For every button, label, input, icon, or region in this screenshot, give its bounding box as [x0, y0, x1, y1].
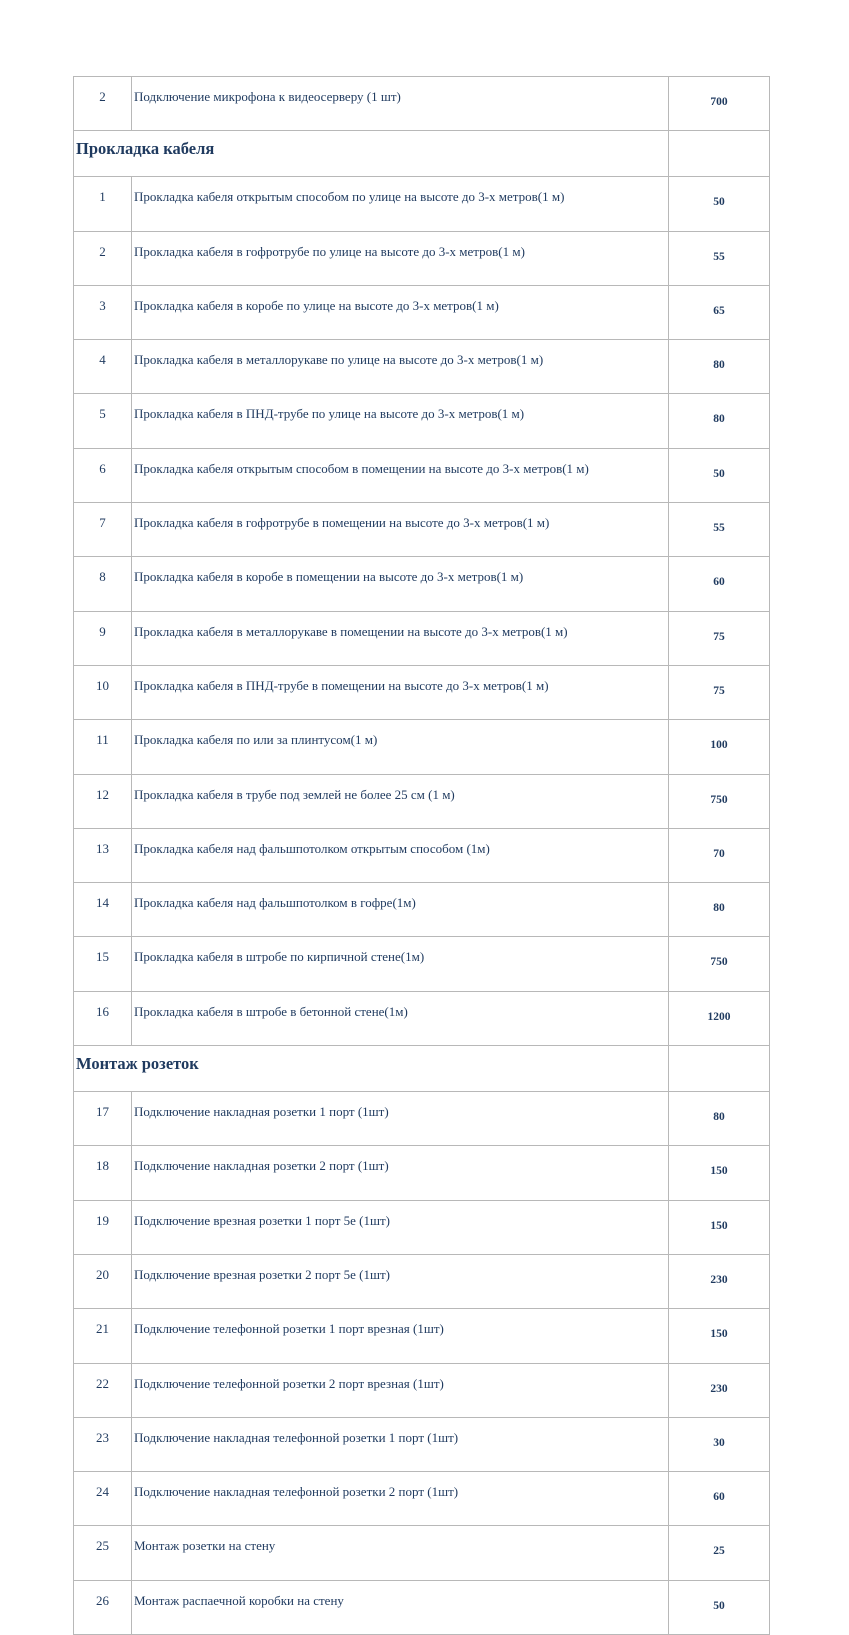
row-number: 2: [74, 77, 132, 131]
service-description: Монтаж розетки на стену: [132, 1526, 669, 1580]
service-price: 25: [669, 1526, 770, 1580]
service-description: Подключение накладная телефонной розетки 1 порт (1шт): [132, 1417, 669, 1471]
row-number: 11: [74, 720, 132, 774]
service-price: 80: [669, 394, 770, 448]
row-number: 9: [74, 611, 132, 665]
service-price: 50: [669, 177, 770, 231]
price-table-body: [74, 77, 770, 1635]
service-description: Прокладка кабеля в коробе в помещении на высоте до 3-х метров(1 м): [132, 557, 669, 611]
row-number: 5: [74, 394, 132, 448]
table-row: [74, 720, 770, 774]
service-description: Подключение накладная телефонной розетки 2 порт (1шт): [132, 1472, 669, 1526]
service-price: 50: [669, 448, 770, 502]
service-description: Подключение телефонной розетки 2 порт врезная (1шт): [132, 1363, 669, 1417]
section-header-row: [74, 1046, 770, 1092]
row-number: 16: [74, 991, 132, 1045]
table-row: [74, 1363, 770, 1417]
service-description: Прокладка кабеля над фальшпотолком в гофре(1м): [132, 883, 669, 937]
table-row: [74, 177, 770, 231]
service-description: Прокладка кабеля в штробе в бетонной стене(1м): [132, 991, 669, 1045]
service-description: Прокладка кабеля в металлорукаве в помещении на высоте до 3-х метров(1 м): [132, 611, 669, 665]
service-description: Прокладка кабеля над фальшпотолком открытым способом (1м): [132, 828, 669, 882]
service-price: 700: [669, 77, 770, 131]
service-price: 150: [669, 1309, 770, 1363]
row-number: 1: [74, 177, 132, 231]
service-description: Прокладка кабеля в металлорукаве по улице на высоте до 3-х метров(1 м): [132, 340, 669, 394]
service-price: 100: [669, 720, 770, 774]
service-description: Подключение микрофона к видеосерверу (1 шт): [132, 77, 669, 131]
service-price: 80: [669, 340, 770, 394]
table-row: [74, 665, 770, 719]
service-description: Прокладка кабеля в штробе по кирпичной стене(1м): [132, 937, 669, 991]
service-description: Подключение накладная розетки 1 порт (1шт): [132, 1092, 669, 1146]
table-row: [74, 1417, 770, 1471]
table-row: [74, 285, 770, 339]
row-number: 7: [74, 503, 132, 557]
service-price: 75: [669, 665, 770, 719]
table-row: [74, 1526, 770, 1580]
row-number: 4: [74, 340, 132, 394]
service-price: 70: [669, 828, 770, 882]
service-description: Подключение телефонной розетки 1 порт врезная (1шт): [132, 1309, 669, 1363]
row-number: 20: [74, 1254, 132, 1308]
row-number: 12: [74, 774, 132, 828]
table-row: [74, 1309, 770, 1363]
service-description: Монтаж распаечной коробки на стену: [132, 1580, 669, 1634]
service-description: Прокладка кабеля открытым способом в помещении на высоте до 3-х метров(1 м): [132, 448, 669, 502]
service-description: Прокладка кабеля в ПНД-трубе в помещении на высоте до 3-х метров(1 м): [132, 665, 669, 719]
section-price-cell: [669, 131, 770, 177]
section-price-cell: [669, 1046, 770, 1092]
table-row: [74, 1092, 770, 1146]
service-description: Прокладка кабеля в гофротрубе по улице на высоте до 3-х метров(1 м): [132, 231, 669, 285]
row-number: 6: [74, 448, 132, 502]
table-row: [74, 1472, 770, 1526]
table-row: [74, 231, 770, 285]
service-price: 55: [669, 231, 770, 285]
service-price: 230: [669, 1363, 770, 1417]
row-number: 8: [74, 557, 132, 611]
table-row: [74, 883, 770, 937]
price-list-page: [73, 76, 769, 1635]
table-row: [74, 611, 770, 665]
table-row: [74, 1200, 770, 1254]
section-title: Монтаж розеток: [74, 1046, 669, 1092]
service-price: 50: [669, 1580, 770, 1634]
table-row: [74, 503, 770, 557]
row-number: 21: [74, 1309, 132, 1363]
row-number: 14: [74, 883, 132, 937]
service-price: 750: [669, 937, 770, 991]
row-number: 18: [74, 1146, 132, 1200]
section-title: Прокладка кабеля: [74, 131, 669, 177]
table-row: [74, 448, 770, 502]
row-number: 24: [74, 1472, 132, 1526]
row-number: 25: [74, 1526, 132, 1580]
service-price: 150: [669, 1200, 770, 1254]
service-price: 230: [669, 1254, 770, 1308]
price-table: [73, 76, 770, 1635]
row-number: 15: [74, 937, 132, 991]
service-description: Прокладка кабеля открытым способом по улице на высоте до 3-х метров(1 м): [132, 177, 669, 231]
service-price: 1200: [669, 991, 770, 1045]
row-number: 2: [74, 231, 132, 285]
service-price: 60: [669, 557, 770, 611]
table-row: [74, 557, 770, 611]
service-price: 60: [669, 1472, 770, 1526]
table-row: [74, 1254, 770, 1308]
service-price: 750: [669, 774, 770, 828]
service-description: Прокладка кабеля в коробе по улице на высоте до 3-х метров(1 м): [132, 285, 669, 339]
table-row: [74, 394, 770, 448]
service-price: 150: [669, 1146, 770, 1200]
service-description: Прокладка кабеля в трубе под землей не более 25 см (1 м): [132, 774, 669, 828]
table-row: [74, 1146, 770, 1200]
table-row: [74, 340, 770, 394]
service-description: Прокладка кабеля по или за плинтусом(1 м): [132, 720, 669, 774]
service-price: 80: [669, 883, 770, 937]
row-number: 13: [74, 828, 132, 882]
service-description: Подключение накладная розетки 2 порт (1шт): [132, 1146, 669, 1200]
row-number: 10: [74, 665, 132, 719]
row-number: 22: [74, 1363, 132, 1417]
row-number: 23: [74, 1417, 132, 1471]
service-description: Прокладка кабеля в гофротрубе в помещении на высоте до 3-х метров(1 м): [132, 503, 669, 557]
service-description: Подключение врезная розетки 2 порт 5е (1шт): [132, 1254, 669, 1308]
row-number: 17: [74, 1092, 132, 1146]
table-row: [74, 991, 770, 1045]
service-description: Прокладка кабеля в ПНД-трубе по улице на высоте до 3-х метров(1 м): [132, 394, 669, 448]
table-row: [74, 828, 770, 882]
service-price: 55: [669, 503, 770, 557]
service-price: 80: [669, 1092, 770, 1146]
row-number: 3: [74, 285, 132, 339]
table-row: [74, 77, 770, 131]
section-header-row: [74, 131, 770, 177]
row-number: 19: [74, 1200, 132, 1254]
table-row: [74, 1580, 770, 1634]
table-row: [74, 774, 770, 828]
service-price: 30: [669, 1417, 770, 1471]
table-row: [74, 937, 770, 991]
service-price: 65: [669, 285, 770, 339]
service-price: 75: [669, 611, 770, 665]
row-number: 26: [74, 1580, 132, 1634]
service-description: Подключение врезная розетки 1 порт 5е (1шт): [132, 1200, 669, 1254]
